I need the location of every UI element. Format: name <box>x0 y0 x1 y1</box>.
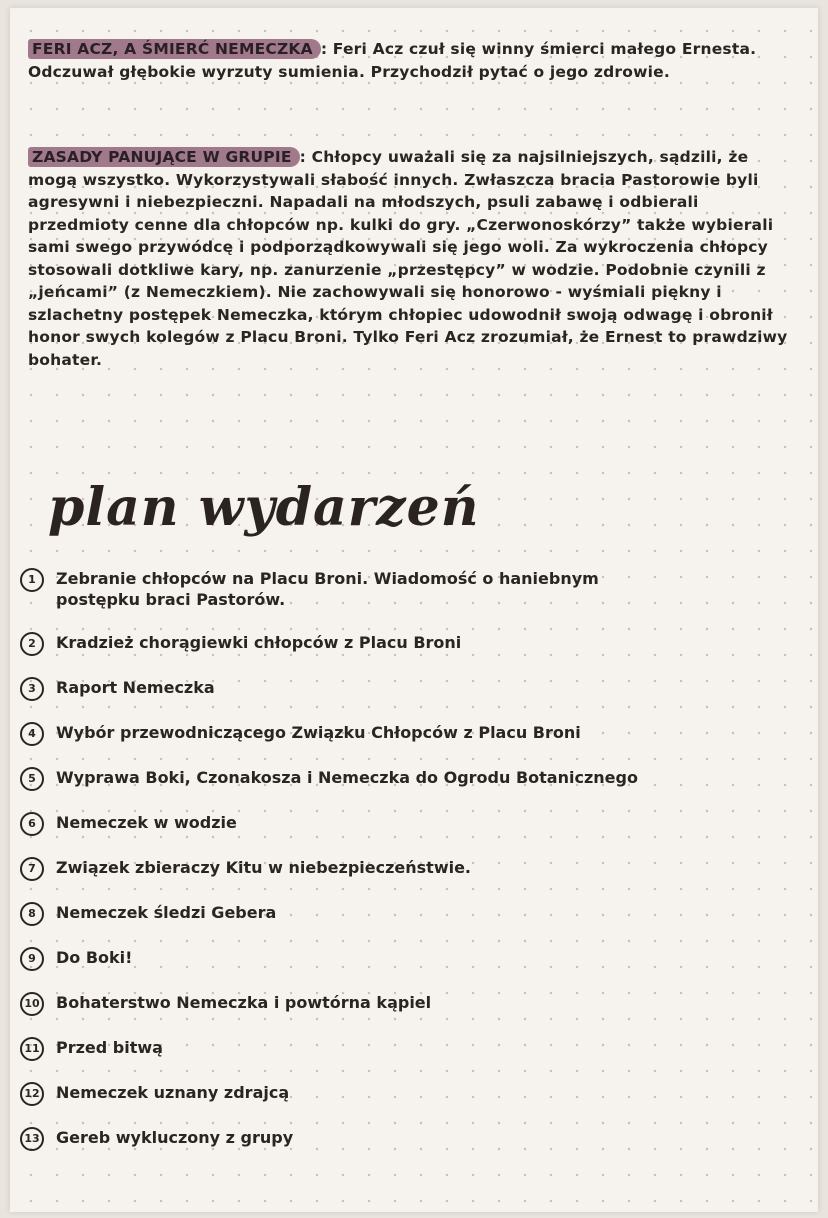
event-number-badge: 9 <box>20 947 44 971</box>
event-item-11 <box>20 1037 800 1061</box>
section-text-feri-acz: : Feri Acz czuł się winny śmierci małego Ernesta. Odczuwał głębokie wyrzuty sumienia. Przychodził pytać o jego zdrowie. <box>28 40 757 81</box>
event-text: Zebranie chłopców na Placu Broni. Wiadomość o haniebnym postępku braci Pastorów. <box>56 569 599 609</box>
section-text-zasady: : Chłopcy uważali się za najsilniejszych, sądzili, że mogą wszystko. Wykorzystywali słabość innych. Zwłaszcza bracia Pastorowie byli agresywni i niebezpieczni. Napadali na młodszych, psuli zabawę i odbierali przedmioty cenne dla chłopców np. kulki do gry. „Czerwonoskórzy” także wybierali sami swego przywódcę i podporządkowywali się jego woli. Za wykroczenia chłopcy stosowali dotkliwe kary, np. zanurzenie „przestępcy” w wodzie. Podobnie czynili z „jeńcami” (z Nemeczkiem). Nie zachowywali się honorowo - wyśmiali piękny i szlachetny postępek Nemeczka, którym chłopiec udowodnił swoją odwagę i obronił honor swych kolegów z Placu Broni. Tylko Feri Acz zrozumiał, że Ernest to prawdziwy bohater. <box>28 148 788 369</box>
event-text: Raport Nemeczka <box>56 678 215 697</box>
event-item-8 <box>20 902 800 926</box>
event-number-badge: 3 <box>20 677 44 701</box>
event-text: Nemeczek śledzi Gebera <box>56 903 277 922</box>
event-item-5 <box>20 767 800 791</box>
event-number-badge: 8 <box>20 902 44 926</box>
event-number-badge: 10 <box>20 992 44 1016</box>
event-list <box>20 568 800 1151</box>
event-number-badge: 12 <box>20 1082 44 1106</box>
section-feri-acz <box>28 38 798 83</box>
event-text: Kradzież chorągiewki chłopców z Placu Broni <box>56 633 462 652</box>
section-heading-zasady: ZASADY PANUJĄCE W GRUPIE <box>28 147 300 167</box>
event-item-6 <box>20 812 800 836</box>
event-text: Gereb wykluczony z grupy <box>56 1128 294 1147</box>
event-number-badge: 2 <box>20 632 44 656</box>
event-number-badge: 13 <box>20 1127 44 1151</box>
event-text: Nemeczek w wodzie <box>56 813 237 832</box>
event-number-badge: 5 <box>20 767 44 791</box>
event-number-badge: 11 <box>20 1037 44 1061</box>
event-item-2 <box>20 632 800 656</box>
event-item-3 <box>20 677 800 701</box>
notebook-page <box>10 8 818 1212</box>
event-text: Wybór przewodniczącego Związku Chłopców z Placu Broni <box>56 723 581 742</box>
section-zasady <box>28 146 798 371</box>
event-number-badge: 1 <box>20 568 44 592</box>
event-item-9 <box>20 947 800 971</box>
event-item-12 <box>20 1082 800 1106</box>
event-item-1 <box>20 568 800 610</box>
event-item-7 <box>20 857 800 881</box>
event-text: Do Boki! <box>56 948 133 967</box>
event-text: Bohaterstwo Nemeczka i powtórna kąpiel <box>56 993 432 1012</box>
event-number-badge: 7 <box>20 857 44 881</box>
event-number-badge: 4 <box>20 722 44 746</box>
section-heading-feri-acz: FERI ACZ, A ŚMIERĆ NEMECZKA <box>28 39 321 59</box>
event-text: Wyprawa Boki, Czonakosza i Nemeczka do Ogrodu Botanicznego <box>56 768 638 787</box>
event-item-13 <box>20 1127 800 1151</box>
event-item-4 <box>20 722 800 746</box>
event-text: Przed bitwą <box>56 1038 163 1057</box>
event-item-10 <box>20 992 800 1016</box>
plan-title: plan wydarzeń <box>48 477 480 538</box>
event-text: Nemeczek uznany zdrajcą <box>56 1083 290 1102</box>
event-text: Związek zbieraczy Kitu w niebezpieczeństwie. <box>56 858 472 877</box>
event-number-badge: 6 <box>20 812 44 836</box>
